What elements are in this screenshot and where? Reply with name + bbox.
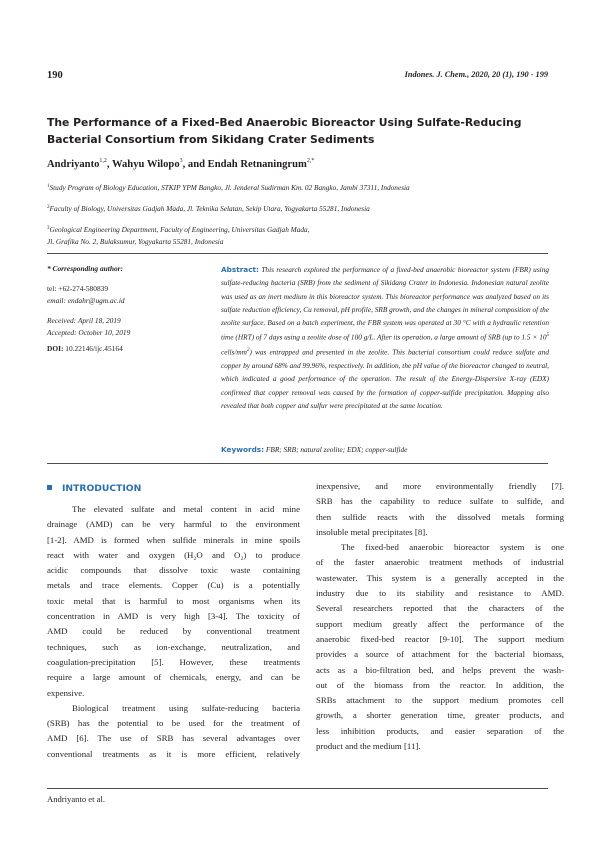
section-bullet-icon — [47, 485, 52, 490]
article-info-sidebar — [47, 263, 209, 355]
left-line: The elevated sulfate and metal content in acid mine — [72, 504, 300, 514]
left-line: require a large amount of chemicals, energy, and can be — [47, 672, 300, 683]
right-line: out of the biomass from the reactor. In addition, the — [316, 679, 564, 690]
left-line: react with water and oxygen (H₂O and O₂) to produce — [47, 549, 300, 560]
left-line: [1-2]. AMD is formed when sulfide minerals in mine spoils — [47, 534, 300, 545]
right-line: then sulfide reacts with the dissolved metals forming — [316, 511, 564, 522]
right-line: The fixed-bed anaerobic bioreactor system is one — [341, 542, 564, 553]
right-line: wastewater. This system is a generally accepted in the — [316, 572, 564, 583]
left-line: drainage (AMD) can be very harmful to the environment — [47, 519, 300, 530]
right-line: anaerobic fixed-bed reactor [9-10]. The support medium — [316, 633, 564, 644]
right-line: provides a source of attachment for the bacterial biomass, — [316, 649, 564, 660]
page-number: 190 — [47, 70, 63, 81]
author-3: , and Endah Retnaningrum — [182, 159, 307, 170]
author-3-affil: 2,* — [306, 158, 315, 164]
corresponding-author-label: * Corresponding author: — [47, 264, 123, 273]
left-line: concentration in AMD is very high [3-4]. The toxicity of — [47, 611, 300, 622]
article-title — [47, 114, 548, 148]
right-line: growth, a shorter generation time, greater products, and — [316, 710, 564, 721]
affiliation-3-cont: Jl. Grafika No. 2, Bulaksumur, Yogyakarta 55281, Indonesia — [47, 237, 224, 246]
affiliation-1 — [47, 180, 410, 194]
left-line: techniques, such as ion-exchange, neutralization, and — [47, 641, 300, 652]
affiliation-3-text: Geological Engineering Department, Faculty of Engineering, Universitas Gadjah Mada, — [49, 225, 310, 234]
left-line: acidic compounds that dissolve toxic waste containing — [47, 565, 300, 576]
author-2: , Wahyu Wilopo — [106, 159, 180, 170]
left-column — [47, 502, 300, 762]
left-line: toxic metal that is harmful to most organisms when its — [47, 595, 300, 606]
section-heading-text: INTRODUCTION — [62, 483, 142, 494]
keywords — [221, 445, 549, 454]
left-line: coagulation-precipitation [5]. However, these treatments — [47, 656, 300, 667]
left-line: expensive. — [47, 687, 85, 698]
author-list — [47, 158, 314, 170]
author-1: Andriyanto — [47, 159, 100, 170]
right-line: inexpensive, and more environmentally friendly [7]. — [316, 481, 564, 491]
abstract-text-mid: cells/mm — [221, 347, 247, 357]
abstract-label: Abstract: — [221, 265, 259, 274]
affiliation-3 — [47, 222, 310, 236]
divider-mid — [47, 463, 548, 464]
author-2-affil: 3 — [179, 158, 183, 164]
affiliation-1-marker: 1 — [47, 184, 50, 189]
affiliation-2-text: Faculty of Biology, Universitas Gadjah Mada, Jl. Teknika Selatan, Sekip Utara, Yogyakarta 55281, Indonesia — [49, 204, 370, 213]
abstract-sup-2: 2 — [246, 348, 250, 354]
corresponding-email[interactable]: email: endahr@ugm.ac.id — [47, 296, 125, 305]
right-line: SRB has the capability to reduce sulfate to sulfide, and — [316, 496, 564, 507]
left-line: AMD [6]. The use of SRB has several advantages over — [47, 733, 300, 744]
doi[interactable] — [47, 343, 209, 356]
running-footer: Andriyanto et al. — [47, 794, 105, 804]
accepted-date: Accepted: October 10, 2019 — [47, 328, 131, 337]
section-heading-introduction — [47, 483, 141, 494]
right-line: SRBs attachment to the support medium promotes cell — [316, 695, 564, 706]
affiliation-3-marker: 3 — [47, 226, 50, 231]
right-line: support medium greatly affect the performance of the — [316, 618, 564, 629]
corresponding-tel: tel: +62-274-580839 — [47, 283, 109, 293]
left-line: conventional treatments as it is more efficient, relatively — [47, 748, 300, 759]
affiliation-2-marker: 2 — [47, 205, 50, 210]
title-line-2: Bacterial Consortium from Sikidang Crater Sediments — [47, 133, 375, 146]
left-line: (SRB) has the potential to be used for the treatment of — [47, 718, 300, 729]
journal-citation: Indones. J. Chem., 2020, 20 (1), 190 - 199 — [404, 70, 548, 79]
author-1-affil: 1,2 — [99, 158, 107, 164]
right-line: product and the medium [11]. — [316, 741, 421, 752]
divider-top — [47, 253, 548, 254]
right-line: of the faster anaerobic treatment methods of industrial — [316, 557, 564, 568]
right-line: insoluble metal precipitates [8]. — [316, 526, 428, 537]
right-line: Several researchers reported that the characters of the — [316, 603, 564, 614]
right-line: industry due to its stability and resistance to AMD. — [316, 588, 564, 599]
doi-value: 10.22146/ijc.45164 — [63, 343, 123, 353]
title-line-1: The Performance of a Fixed-Bed Anaerobic Bioreactor Using Sulfate-Reducing — [47, 116, 522, 129]
divider-footer — [47, 788, 548, 789]
left-line: metals and trace elements. Copper (Cu) is a potentially — [47, 580, 300, 591]
abstract-text-2: ) was entrapped and presented in the zeolite. This bacterial consortium could reduce sulfate and copper by around 68% and 99.96%, respectively. In addition, the pH value of the bioreactor changed to neutral, which indicated a good performance of the operation. The result of the Energy-Dispersive X-ray (EDX) confirmed that copper removal was caused by the formation of copper-sulfide precipitation. Mapping also revealed that both copper and sulfur were precipitated at the same location. — [221, 347, 549, 410]
affiliation-1-text: Study Program of Biology Education, STKIP YPM Bangko, Jl. Jenderal Sudirman Km. 02 Bangko, Jambi 37311, Indonesia — [49, 183, 410, 192]
right-line: acts as a bio-filtration bed, and helps prevent the wash- — [316, 664, 564, 675]
left-line: AMD could be reduced by conventional treatment — [47, 626, 300, 637]
received-date: Received: April 18, 2019 — [47, 315, 121, 325]
left-line: Biological treatment using sulfate-reducing bacteria — [72, 702, 300, 713]
page-header — [47, 70, 548, 84]
abstract-text-1: This research explored the performance of a fixed-bed anaerobic bioreactor system (FBR) using sulfate-reducing bacteria (SRB) from the sediment of Sikidang Crater in Indonesia. Indonesian natural zeolite was used as an inert medium in this bioreactor system. This bioreactor performance was analyzed based on its sulfate reduction efficiency, Cu removal, pH profile, SRB growth, and the changes in mineral composition of the zeolite surface. Based on a batch experiment, the FBR system was operated at 30 °C with a hydraulic retention time (HRT) of 7 days using a zeolite dose of 100 g/L. After its operation, a large amount of SRB (up to 1.5 × 10 — [221, 265, 549, 342]
abstract-sup-1: 5 — [546, 333, 549, 339]
doi-label: DOI: — [47, 343, 64, 353]
right-column — [316, 479, 564, 754]
affiliation-2 — [47, 201, 370, 215]
keywords-text: FBR; SRB; natural zeolite; EDX; copper-sulfide — [264, 445, 408, 454]
keywords-label: Keywords: — [221, 445, 265, 454]
right-line: less inhibition products, and easier separation of the — [316, 725, 564, 736]
abstract — [221, 263, 549, 412]
